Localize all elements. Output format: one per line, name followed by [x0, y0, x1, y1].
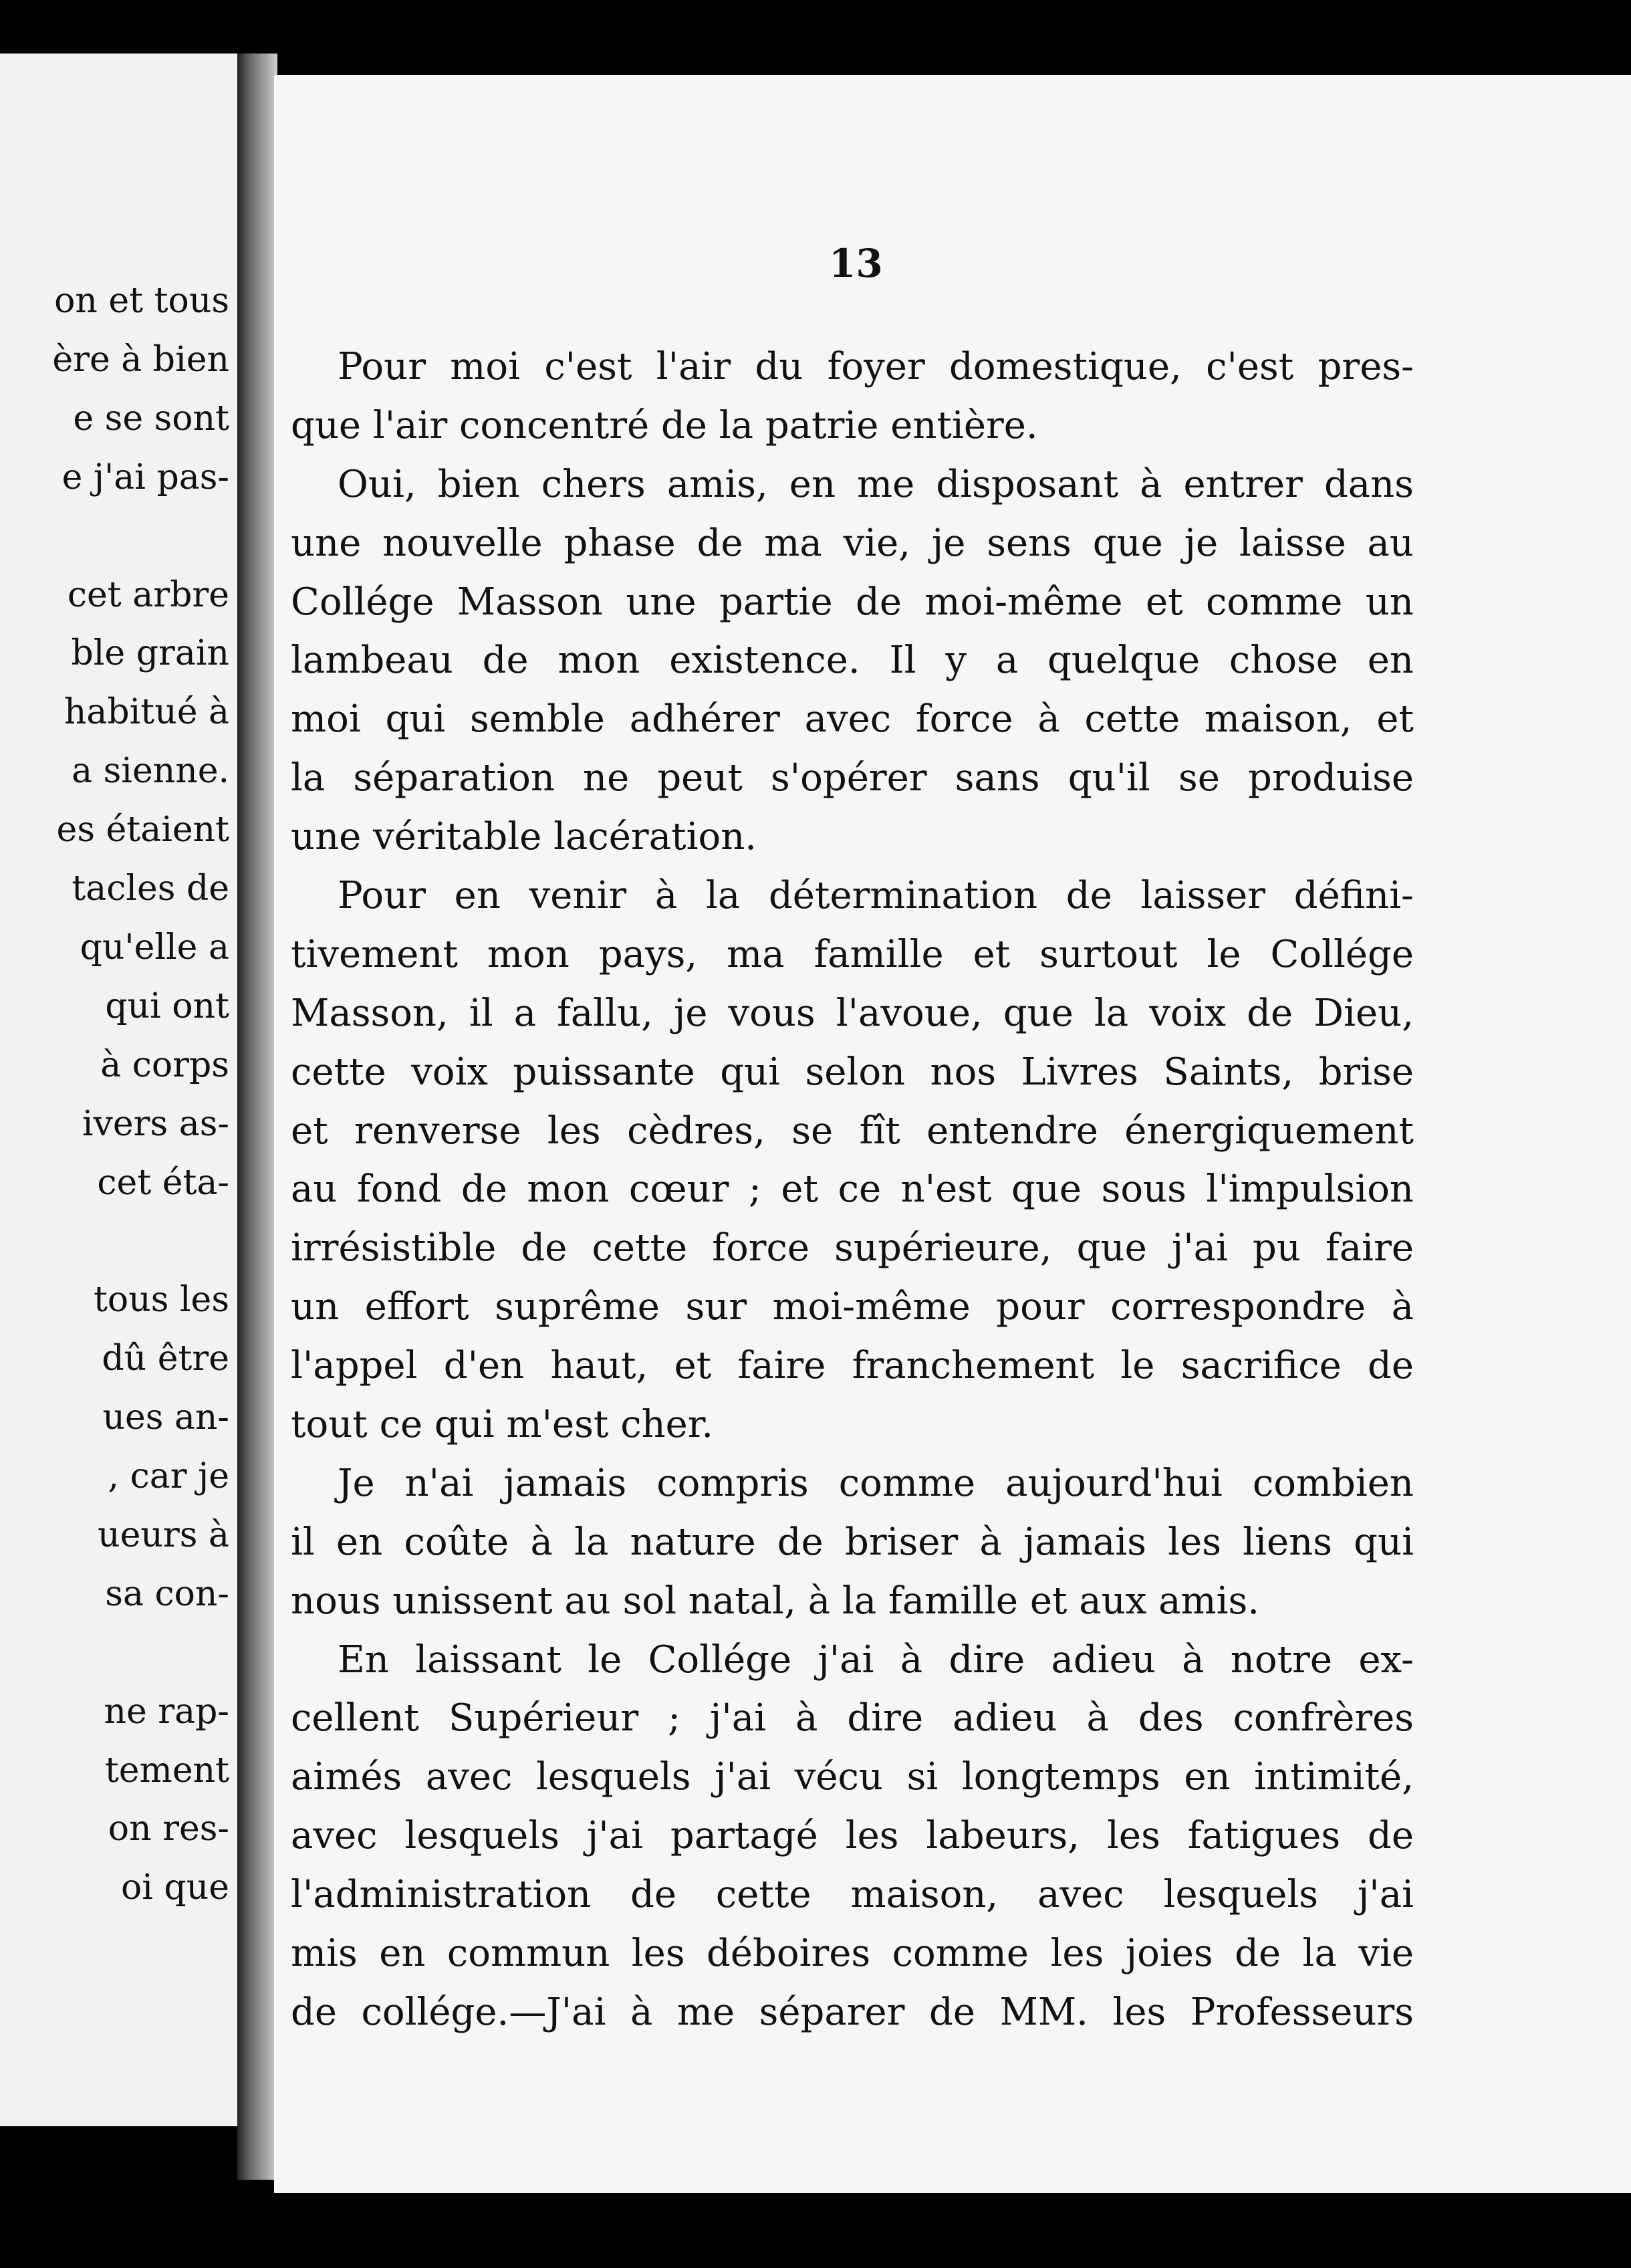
left-page-line: qu'elle a: [80, 927, 229, 968]
left-page-line: tacles de: [72, 869, 229, 909]
left-page-line: cet éta-: [97, 1162, 229, 1203]
text-line: mis en commun les déboires comme les joies de la vie: [291, 1932, 1414, 1976]
text-line: Pour moi c'est l'air du foyer domestique, c'est pres-: [338, 345, 1414, 388]
left-page-line: ues an-: [102, 1397, 229, 1438]
text-line: aimés avec lesquels j'ai vécu si longtemps en intimité,: [291, 1755, 1414, 1799]
text-line: Masson, il a fallu, je vous l'avoue, que la voix de Dieu,: [291, 991, 1414, 1035]
text-line: de collége.—J'ai à me séparer de MM. les Professeurs: [291, 1990, 1414, 2034]
left-page-line: , car je: [108, 1456, 229, 1496]
left-page-line: e se sont: [73, 398, 229, 439]
text-line: au fond de mon cœur ; et ce n'est que sous l'impulsion: [291, 1167, 1414, 1212]
left-page-line: tement: [104, 1750, 229, 1791]
left-page-line: e j'ai pas-: [61, 457, 229, 497]
left-page-line: ble grain: [71, 633, 229, 674]
left-page-line: on res-: [108, 1809, 229, 1849]
text-line: Pour en venir à la détermination de laisser défini-: [338, 874, 1414, 918]
text-line: tivement mon pays, ma famille et surtout le Collége: [291, 932, 1414, 976]
left-page-line: ueurs à: [98, 1514, 229, 1555]
text-line: tout ce qui m'est cher.: [291, 1403, 714, 1447]
text-line: une véritable lacération.: [291, 815, 757, 859]
text-line: cette voix puissante qui selon nos Livres Saints, brise: [291, 1050, 1414, 1094]
left-page-line: qui ont: [105, 986, 229, 1026]
text-line: Je n'ai jamais compris comme aujourd'hui combien: [338, 1461, 1414, 1505]
text-line: une nouvelle phase de ma vie, je sens que je laisse au: [291, 521, 1414, 565]
text-line: l'administration de cette maison, avec lesquels j'ai: [291, 1873, 1414, 1917]
left-page-line: a sienne.: [72, 751, 229, 792]
text-line: avec lesquels j'ai partagé les labeurs, les fatigues de: [291, 1814, 1414, 1858]
text-line: Oui, bien chers amis, en me disposant à entrer dans: [338, 462, 1414, 506]
left-page-line: es étaient: [56, 810, 229, 850]
left-page-line: dû être: [102, 1339, 229, 1379]
left-page-line: habitué à: [64, 692, 229, 733]
text-line: et renverse les cèdres, se fît entendre énergiquement: [291, 1109, 1414, 1153]
left-page-fragment: [0, 53, 237, 2126]
left-page-line: cet arbre: [67, 574, 229, 615]
left-page-line: ère à bien: [52, 339, 229, 380]
text-line: la séparation ne peut s'opérer sans qu'il se produise: [291, 756, 1414, 800]
text-line: nous unissent au sol natal, à la famille et aux amis.: [291, 1579, 1260, 1623]
book-spine: [237, 53, 277, 2180]
left-page-line: tous les: [94, 1280, 229, 1321]
text-line: cellent Supérieur ; j'ai à dire adieu à des confrères: [291, 1696, 1414, 1740]
text-line: que l'air concentré de la patrie entière.: [291, 403, 1038, 447]
left-page-line: à corps: [100, 1044, 229, 1085]
text-line: un effort suprême sur moi-même pour correspondre à: [291, 1285, 1414, 1329]
left-page-line: ivers as-: [82, 1103, 229, 1144]
page-number: 13: [829, 241, 883, 286]
left-page-line: on et tous: [54, 281, 229, 321]
text-line: moi qui semble adhérer avec force à cette maison, et: [291, 697, 1414, 742]
text-line: lambeau de mon existence. Il y a quelque chose en: [291, 639, 1414, 683]
text-line: Collége Masson une partie de moi-même et comme un: [291, 580, 1414, 624]
body-text: [291, 338, 1414, 2042]
text-line: En laissant le Collége j'ai à dire adieu à notre ex-: [338, 1637, 1414, 1682]
text-line: irrésistible de cette force supérieure, que j'ai pu faire: [291, 1226, 1414, 1270]
text-line: il en coûte à la nature de briser à jamais les liens qui: [291, 1520, 1414, 1564]
left-page-line: sa con-: [105, 1573, 229, 1614]
left-page-line: oi que: [120, 1867, 229, 1908]
left-page-line: ne rap-: [104, 1691, 229, 1732]
text-line: l'appel d'en haut, et faire franchement le sacrifice de: [291, 1344, 1414, 1388]
